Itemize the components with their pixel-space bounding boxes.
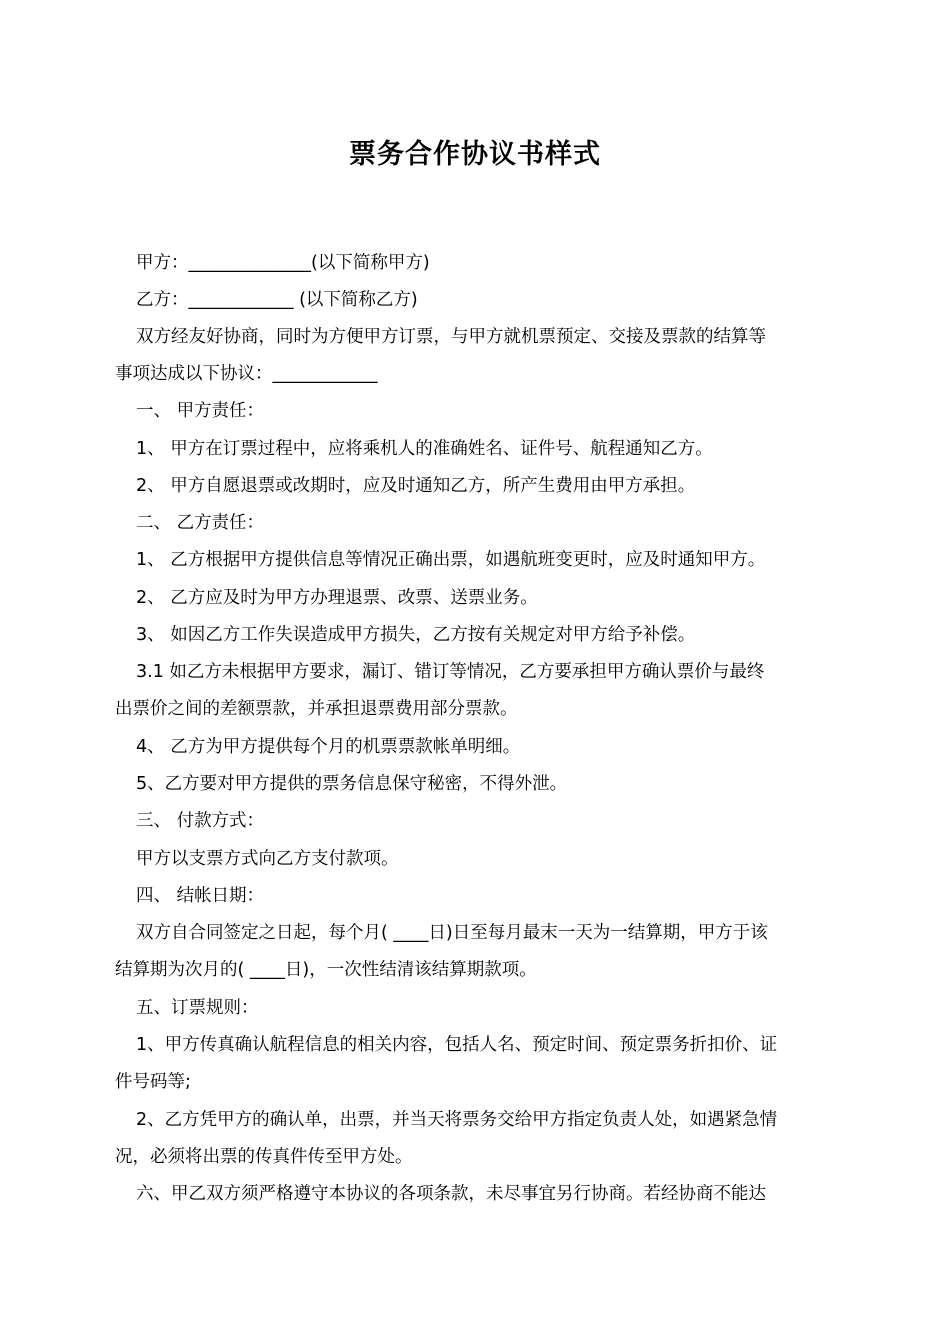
section-heading-1: 一、 甲方责任： [136, 401, 265, 421]
clause-line: 4、 乙方为甲方提供每个月的机票票款帐单明细。 [136, 737, 521, 757]
preamble-line-2: 事项达成以下协议：____________ [115, 364, 378, 384]
section-heading-5: 五、订票规则： [136, 998, 259, 1018]
clause-line: 1、 乙方根据甲方提供信息等情况正确出票，如遇航班变更时，应及时通知甲方。 [136, 550, 766, 570]
clause-line: 1、甲方传真确认航程信息的相关内容，包括人名、预定时间、预定票务折扣价、证 [136, 1035, 778, 1055]
clause-line: 甲方以支票方式向乙方支付款项。 [136, 849, 399, 869]
clause-line: 3、 如因乙方工作失误造成甲方损失，乙方按有关规定对甲方给予补偿。 [136, 625, 696, 645]
clause-line-cont: 结算期为次月的( ____日)，一次性结清该结算期款项。 [115, 960, 537, 980]
clause-line-cont: 出票价之间的差额票款，并承担退票费用部分票款。 [115, 699, 518, 719]
clause-line-cont: 件号码等; [115, 1072, 191, 1092]
clause-line: 2、 甲方自愿退票或改期时，应及时通知乙方，所产生费用由甲方承担。 [136, 476, 696, 496]
clause-line: 双方自合同签定之日起，每个月( ____日)日至每月最末一天为一结算期，甲方于该 [136, 923, 768, 943]
clause-line: 5、乙方要对甲方提供的票务信息保守秘密，不得外泄。 [136, 774, 568, 794]
clause-line: 2、 乙方应及时为甲方办理退票、改票、送票业务。 [136, 588, 538, 608]
document-title: 票务合作协议书样式 [349, 139, 601, 170]
section-heading-4: 四、 结帐日期： [136, 886, 265, 906]
section-heading-3: 三、 付款方式： [136, 811, 265, 831]
section-heading-2: 二、 乙方责任： [136, 513, 265, 533]
clause-line: 1、 甲方在订票过程中，应将乘机人的准确姓名、证件号、航程通知乙方。 [136, 439, 713, 459]
party-a-line: 甲方：______________(以下简称甲方) [136, 253, 430, 273]
party-b-line: 乙方：____________ (以下简称乙方) [136, 290, 418, 310]
clause-line: 2、乙方凭甲方的确认单，出票，并当天将票务交给甲方指定负责人处，如遇紧急情 [136, 1110, 778, 1130]
section-heading-6: 六、甲乙双方须严格遵守本协议的各项条款，未尽事宜另行协商。若经协商不能达 [136, 1184, 766, 1204]
clause-line-cont: 况，必须将出票的传真件传至甲方处。 [115, 1147, 413, 1167]
preamble-line-1: 双方经友好协商，同时为方便甲方订票，与甲方就机票预定、交接及票款的结算等 [136, 327, 766, 347]
clause-line: 3.1 如乙方未根据甲方要求，漏订、错订等情况，乙方要承担甲方确认票价与最终 [136, 662, 765, 682]
